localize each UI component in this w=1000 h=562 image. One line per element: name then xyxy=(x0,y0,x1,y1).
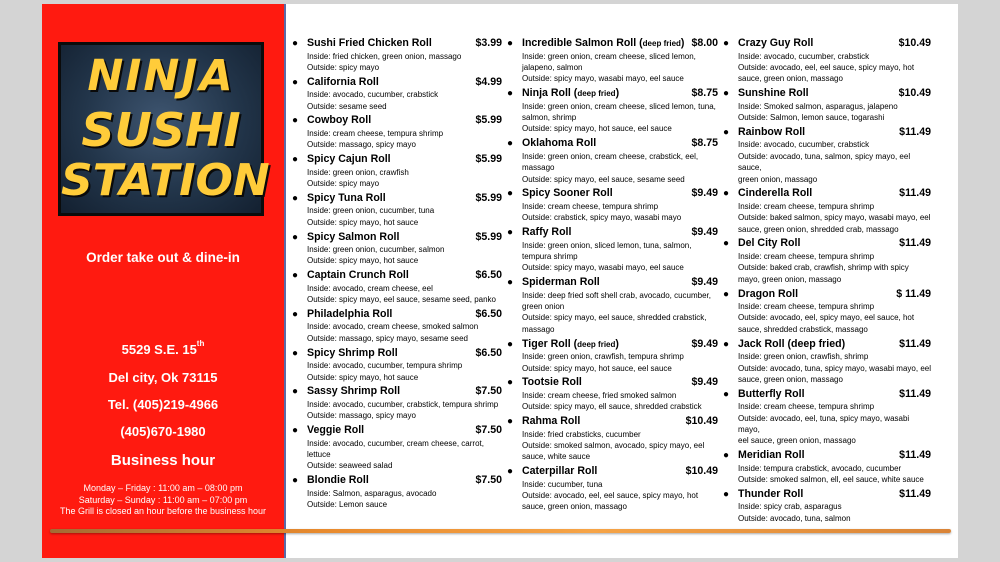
bullet-icon: ● xyxy=(292,76,299,88)
item-name xyxy=(307,76,502,90)
item-price: $10.49 xyxy=(898,37,931,49)
item-price: $11.49 xyxy=(899,337,931,350)
logo-line-station: STATION xyxy=(61,155,270,206)
item-description: Inside: cream cheese, fried smoked salmon xyxy=(522,390,677,400)
item-price: $5.99 xyxy=(475,191,502,204)
item-description: Outside: massago, spicy mayo xyxy=(307,140,416,150)
item-name-text: Tiger Roll ( xyxy=(522,337,578,350)
logo-line-ninja: NINJA xyxy=(87,51,235,101)
item-name-close: ) xyxy=(615,87,620,100)
item-description: Outside: seaweed salad xyxy=(307,461,393,471)
item-price: $11.49 xyxy=(899,237,931,250)
address xyxy=(42,339,284,357)
item-price: $6.50 xyxy=(475,269,502,282)
business-hours xyxy=(42,483,284,518)
item-description: Outside: Lemon sauce xyxy=(307,500,388,510)
item-description: Inside: green onion, cream cheese, crabstick, eel, xyxy=(522,151,699,161)
item-name xyxy=(307,37,502,51)
menu-item xyxy=(721,338,931,386)
item-name-text: Meridian Roll xyxy=(738,449,805,462)
address-suffix: th xyxy=(196,339,205,348)
item-name xyxy=(307,385,502,399)
menu-item xyxy=(721,237,931,285)
logo xyxy=(58,42,270,216)
menu-item xyxy=(290,76,502,112)
item-description: Inside: cream cheese, tempura shrimp xyxy=(738,402,875,412)
bullet-icon: ● xyxy=(292,425,299,437)
bullet-icon: ● xyxy=(507,88,514,100)
item-description: Outside: spicy mayo xyxy=(307,179,380,189)
item-description: Inside: cream cheese, tempura shrimp xyxy=(738,251,875,261)
item-description: Inside: avocado, cucumber, cream cheese, carrot, xyxy=(307,438,484,448)
item-name-text: Caterpillar Roll xyxy=(522,465,598,478)
item-name-text: Oklahoma Roll xyxy=(522,137,597,150)
item-description: Outside: spicy mayo, hot sauce xyxy=(307,256,419,266)
item-description: Outside: spicy mayo, ell sauce, shredded crabstick xyxy=(522,402,702,412)
menu-item xyxy=(721,87,931,123)
item-description: Inside: green onion, cucumber, tuna xyxy=(307,206,435,216)
item-description: Outside: baked crab, crawfish, shrimp with spicy xyxy=(738,263,909,273)
item-name xyxy=(522,37,718,51)
item-description: Inside: spicy crab, asparagus xyxy=(738,502,842,512)
item-description: massago xyxy=(522,163,555,173)
item-price: $11.49 xyxy=(899,387,931,400)
menu-item xyxy=(290,308,502,344)
bullet-icon: ● xyxy=(507,138,514,150)
item-description: Outside: spicy mayo, eel sauce, sesame seed, panko xyxy=(307,295,496,305)
item-description: Outside: spicy mayo xyxy=(307,62,380,72)
item-description: Inside: avocado, cucumber, tempura shrimp xyxy=(307,361,463,371)
item-description: Outside: spicy mayo, hot sauce, eel sauce xyxy=(522,363,672,373)
menu-item xyxy=(505,137,718,185)
item-name-close: ) xyxy=(615,337,619,350)
menu-item xyxy=(721,126,931,185)
item-name xyxy=(522,137,718,151)
item-description: Outside: spicy mayo, hot sauce xyxy=(307,372,419,382)
item-description: Outside: avocado, eel, eel sauce, spicy mayo, hot xyxy=(738,62,915,72)
item-name-text: Spiderman Roll xyxy=(522,276,600,289)
item-name-text: Ninja Roll ( xyxy=(522,87,578,100)
bullet-icon: ● xyxy=(723,126,730,138)
item-name xyxy=(307,153,502,167)
item-name-text: Cowboy Roll xyxy=(307,114,372,127)
item-price: $ 11.49 xyxy=(896,287,931,300)
item-name-text: Captain Crunch Roll xyxy=(307,269,409,282)
item-description: Outside: spicy mayo, wasabi mayo, eel sauce xyxy=(522,74,684,84)
menu-item xyxy=(505,338,718,374)
item-price: $9.49 xyxy=(691,226,718,239)
item-description: tempura shrimp xyxy=(522,251,578,261)
bullet-icon: ● xyxy=(292,38,299,49)
item-name-text: Spicy Salmon Roll xyxy=(307,230,400,243)
bullet-icon: ● xyxy=(292,154,299,166)
item-name xyxy=(522,376,718,390)
bullet-icon: ● xyxy=(723,288,730,300)
item-description: Inside: cream cheese, tempura shrimp xyxy=(738,302,875,312)
item-description: Inside: green onion, crawfish, tempura shrimp xyxy=(522,352,684,362)
item-description: Inside: green onion, cucumber, salmon xyxy=(307,245,445,255)
item-description: Inside: green onion, sliced lemon, tuna, salmon, xyxy=(522,240,692,250)
item-description: Inside: fried crabsticks, cucumber xyxy=(522,429,641,439)
item-description: Inside: cream cheese, tempura shrimp xyxy=(738,201,875,211)
menu-item xyxy=(505,187,718,223)
item-description: Inside: avocado, cream cheese, eel xyxy=(307,283,433,293)
item-description: Outside: spicy mayo, hot sauce xyxy=(307,217,419,227)
item-price: $9.49 xyxy=(691,276,718,289)
item-tag: deep fried xyxy=(577,89,616,99)
item-price: $11.49 xyxy=(899,487,931,500)
item-price: $9.49 xyxy=(691,376,718,389)
menu-item xyxy=(721,37,931,85)
bullet-icon: ● xyxy=(723,450,730,462)
menu-item xyxy=(290,269,502,305)
menu-item xyxy=(290,347,502,383)
menu-item xyxy=(290,231,502,267)
bottom-accent-bar xyxy=(50,529,951,533)
item-description: sauce, shredded crabstick, massago xyxy=(738,324,868,334)
menu-item xyxy=(505,87,718,135)
item-description: Inside: tempura crabstick, avocado, cucumber xyxy=(738,463,902,473)
item-price: $10.49 xyxy=(898,87,931,100)
divider-line xyxy=(284,4,286,558)
item-description: sauce, green onion, massago xyxy=(738,74,843,84)
item-description: Inside: Smoked salmon, asparagus, jalapeno xyxy=(738,101,898,111)
item-price: $9.49 xyxy=(691,187,718,200)
menu-slide xyxy=(42,4,958,558)
item-description: mayo, green onion, massago xyxy=(738,274,842,284)
item-description: Inside: green onion, crawfish xyxy=(307,167,409,177)
item-price: $11.49 xyxy=(899,187,931,200)
item-description: Inside: cucumber, tuna xyxy=(522,479,603,489)
hours-note: The Grill is closed an hour before the business hour xyxy=(59,506,267,516)
item-price: $7.50 xyxy=(475,385,502,398)
item-description: Inside: cream cheese, tempura shrimp xyxy=(307,128,444,138)
menu-item xyxy=(290,385,502,421)
menu-item xyxy=(505,37,718,85)
bullet-icon: ● xyxy=(292,231,299,243)
bullet-icon: ● xyxy=(723,38,730,49)
phone-1: Tel. (405)219-4966 xyxy=(107,397,219,412)
item-description: Outside: spicy mayo, wasabi mayo, eel sauce xyxy=(522,263,684,273)
item-price: $8.00 xyxy=(691,37,718,49)
item-description: Outside: avocado, tuna, spicy mayo, wasabi mayo, eel xyxy=(738,363,931,373)
bullet-icon: ● xyxy=(507,377,514,389)
bullet-icon: ● xyxy=(507,38,514,49)
item-description: Outside: massago, spicy mayo xyxy=(307,411,416,421)
bullet-icon: ● xyxy=(723,238,730,250)
item-description: Inside: fried chicken, green onion, massago xyxy=(307,51,462,61)
item-name-text: Tootsie Roll xyxy=(522,376,582,389)
item-description: Outside: sesame seed xyxy=(307,101,387,111)
item-name-text: Dragon Roll xyxy=(738,287,799,300)
item-description: Outside: avocado, eel, spicy mayo, eel sauce, hot xyxy=(738,313,915,323)
item-price: $9.49 xyxy=(691,337,718,350)
menu-item xyxy=(290,474,502,510)
item-price: $5.99 xyxy=(475,114,502,127)
item-price: $6.50 xyxy=(475,307,502,320)
item-name-text: Spicy Cajun Roll xyxy=(307,153,391,166)
item-name-text: Spicy Shrimp Roll xyxy=(307,346,398,359)
info-panel xyxy=(42,4,284,558)
item-price: $8.75 xyxy=(691,137,718,150)
address-main: 5529 S.E. 15 xyxy=(121,342,197,357)
item-price: $10.49 xyxy=(685,415,718,428)
bullet-icon: ● xyxy=(292,115,299,127)
item-description: Inside: cream cheese, tempura shrimp xyxy=(522,201,659,211)
item-name xyxy=(522,276,718,290)
item-name-text: Sunshine Roll xyxy=(738,87,809,100)
item-name-text: Cinderella Roll xyxy=(738,187,813,200)
item-description: sauce, white sauce xyxy=(522,452,591,462)
bullet-icon: ● xyxy=(292,270,299,282)
menu-item xyxy=(505,276,718,335)
item-description: Outside: massago, spicy mayo, sesame seed xyxy=(307,333,468,343)
item-name-text: Jack Roll (deep fried) xyxy=(738,337,846,350)
hours-weekday: Monday – Friday : 11:00 am – 08:00 pm xyxy=(83,483,243,493)
menu-item xyxy=(290,192,502,228)
item-description: massago xyxy=(522,324,555,334)
item-price: $11.49 xyxy=(899,449,931,462)
item-name xyxy=(307,308,502,322)
menu-item xyxy=(721,288,931,336)
city: Del city, Ok 73115 xyxy=(108,370,218,385)
menu-column-1 xyxy=(290,37,502,513)
item-description: Inside: avocado, cucumber, crabstick xyxy=(738,140,870,150)
bullet-icon: ● xyxy=(292,192,299,204)
bullet-icon: ● xyxy=(507,416,514,428)
item-description: sauce, green onion, massago xyxy=(522,502,627,512)
bullet-icon: ● xyxy=(507,277,514,289)
bullet-icon: ● xyxy=(292,386,299,398)
logo-line-sushi: SUSHI xyxy=(81,103,241,157)
business-hour-title: Business hour xyxy=(110,452,216,469)
item-tag: deep fried xyxy=(577,339,616,349)
item-name-text: Rahma Roll xyxy=(522,415,581,428)
item-tag: deep fried xyxy=(642,39,681,48)
item-description: Outside: Salmon, lemon sauce, togarashi xyxy=(738,113,885,123)
menu-item xyxy=(290,37,502,73)
item-name-text: Sushi Fried Chicken Roll xyxy=(307,37,432,49)
item-description: lettuce xyxy=(307,449,331,459)
bullet-icon: ● xyxy=(507,466,514,478)
item-description: Outside: spicy mayo, hot sauce, eel sauce xyxy=(522,124,672,134)
item-description: Outside: crabstick, spicy mayo, wasabi mayo xyxy=(522,213,682,223)
bullet-icon: ● xyxy=(723,388,730,400)
item-description: Inside: green onion, crawfish, shrimp xyxy=(738,352,869,362)
menu-item xyxy=(505,226,718,274)
menu-column-3 xyxy=(721,37,931,527)
item-price: $4.99 xyxy=(475,75,502,88)
bullet-icon: ● xyxy=(507,227,514,239)
bullet-icon: ● xyxy=(723,88,730,100)
item-description: Inside: deep fried soft shell crab, avocado, cucumber, xyxy=(522,290,711,300)
item-description: Outside: baked salmon, spicy mayo, wasabi mayo, eel xyxy=(738,213,931,223)
item-name-text: Thunder Roll xyxy=(738,487,804,500)
bullet-icon: ● xyxy=(723,188,730,200)
bullet-icon: ● xyxy=(723,488,730,500)
item-price: $10.49 xyxy=(685,465,718,478)
item-name-text: Del City Roll xyxy=(738,237,801,250)
item-name-text: Veggie Roll xyxy=(307,424,365,437)
item-description: sauce, green onion, massago xyxy=(738,374,843,384)
bullet-icon: ● xyxy=(292,347,299,359)
item-name xyxy=(307,192,502,206)
item-description: Inside: avocado, cucumber, crabstick xyxy=(738,51,870,61)
item-name xyxy=(307,269,502,283)
item-name xyxy=(307,347,502,361)
item-price: $5.99 xyxy=(475,153,502,166)
phone-2: (405)670-1980 xyxy=(120,424,206,439)
bullet-icon: ● xyxy=(723,338,730,350)
item-description: sauce, green onion, shredded crab, massago xyxy=(738,224,899,234)
bullet-icon: ● xyxy=(292,475,299,487)
menu-item xyxy=(505,465,718,513)
menu-column-2 xyxy=(505,37,718,515)
item-name xyxy=(307,114,502,128)
item-name-text: Spicy Tuna Roll xyxy=(307,191,386,204)
menu-item xyxy=(721,187,931,235)
item-name-text: Philadelphia Roll xyxy=(307,307,393,320)
item-description: Inside: green onion, cream cheese, sliced lemon, tuna, xyxy=(522,101,716,111)
bullet-icon: ● xyxy=(292,308,299,320)
item-name-text: Crazy Guy Roll xyxy=(738,37,814,49)
item-description: Outside: spicy mayo, eel sauce, shredded crabstick, xyxy=(522,313,707,323)
item-name xyxy=(307,424,502,438)
item-description: Inside: avocado, cream cheese, smoked salmon xyxy=(307,322,479,332)
item-description: Outside: avocado, eel, eel sauce, spicy mayo, hot xyxy=(522,491,699,501)
item-description: salmon, shrimp xyxy=(522,113,577,123)
item-description: Outside: smoked salmon, ell, eel sauce, white sauce xyxy=(738,475,924,485)
item-name-text: Spicy Sooner Roll xyxy=(522,187,613,200)
item-name-text: California Roll xyxy=(307,75,379,88)
menu-item xyxy=(290,424,502,472)
item-name-text: Blondie Roll xyxy=(307,474,369,487)
item-description: Inside: Salmon, asparagus, avocado xyxy=(307,488,437,498)
item-name-text: Sassy Shrimp Roll xyxy=(307,385,401,398)
menu-item xyxy=(721,449,931,485)
item-description: Inside: avocado, cucumber, crabstick, tempura shrimp xyxy=(307,399,499,409)
menu-item xyxy=(290,114,502,150)
item-description: Outside: spicy mayo, eel sauce, sesame seed xyxy=(522,174,685,184)
item-name-text: Incredible Salmon Roll ( xyxy=(522,37,643,49)
menu-item xyxy=(505,415,718,463)
menu-item xyxy=(721,488,931,524)
item-description: green onion, massago xyxy=(738,174,818,184)
item-description: green onion xyxy=(522,302,565,312)
item-name xyxy=(522,226,718,240)
item-price: $8.75 xyxy=(691,87,718,100)
item-description: Outside: smoked salmon, avocado, spicy mayo, eel xyxy=(522,440,705,450)
item-name xyxy=(522,338,718,352)
item-price: $5.99 xyxy=(475,230,502,243)
item-description: Outside: avocado, tuna, salmon xyxy=(738,513,851,523)
item-name xyxy=(307,231,502,245)
item-name xyxy=(522,187,718,201)
item-description: eel sauce, green onion, massago xyxy=(738,436,856,446)
order-tagline: Order take out & dine-in xyxy=(86,250,240,265)
item-description: Outside: avocado, eel, tuna, spicy mayo, wasabi mayo, xyxy=(738,413,910,435)
menu-item xyxy=(505,376,718,412)
bullet-icon: ● xyxy=(507,338,514,350)
item-description: Inside: avocado, cucumber, crabstick xyxy=(307,90,439,100)
item-description: Inside: green onion, cream cheese, sliced lemon, xyxy=(522,51,696,61)
item-price: $7.50 xyxy=(475,424,502,437)
item-name xyxy=(522,87,718,101)
item-price: $11.49 xyxy=(899,125,931,138)
item-price: $6.50 xyxy=(475,346,502,359)
item-name-close: ) xyxy=(680,37,685,49)
item-price: $7.50 xyxy=(475,474,502,487)
bullet-icon: ● xyxy=(507,188,514,200)
item-description: Outside: avocado, tuna, salmon, spicy mayo, eel sauce, xyxy=(738,151,911,173)
hours-weekend: Saturday – Sunday : 11:00 am – 07:00 pm xyxy=(78,494,248,505)
item-name-text: Raffy Roll xyxy=(522,226,572,239)
menu-item xyxy=(290,153,502,189)
item-price: $3.99 xyxy=(475,37,502,49)
item-name-text: Rainbow Roll xyxy=(738,125,806,138)
item-name xyxy=(307,474,502,488)
item-description: jalapeno, salmon xyxy=(522,62,583,72)
item-name-text: Butterfly Roll xyxy=(738,387,805,400)
menu-item xyxy=(721,388,931,447)
